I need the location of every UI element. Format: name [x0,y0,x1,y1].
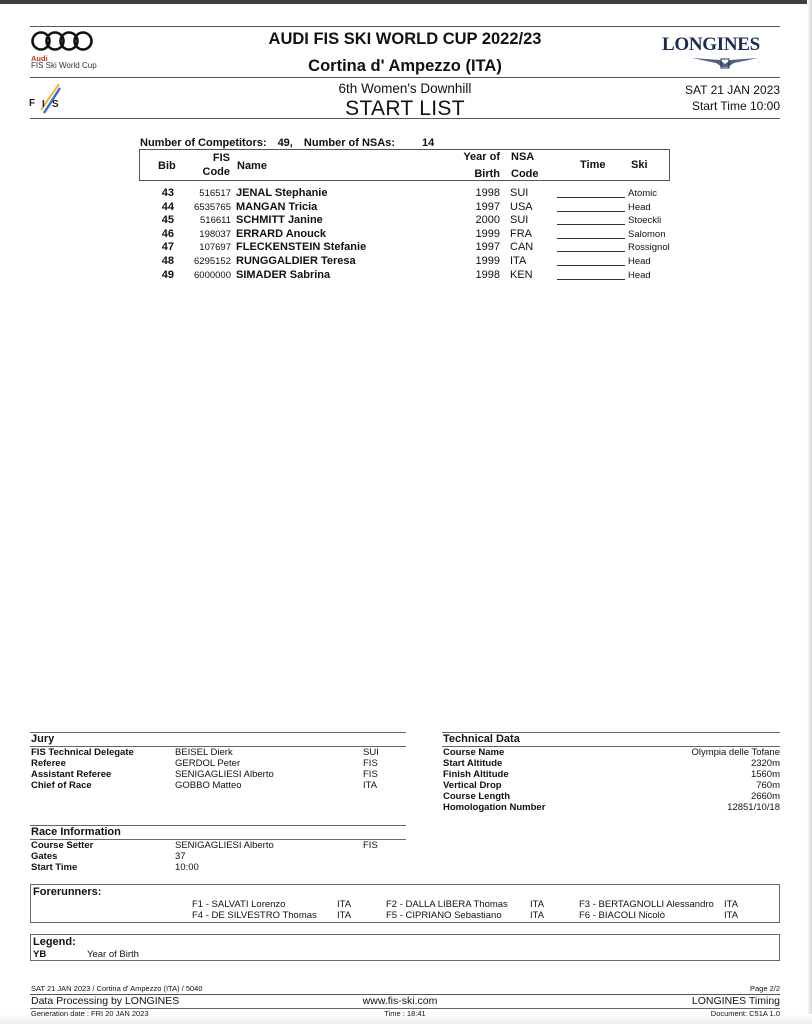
competitor-summary [140,137,434,149]
jury-row [31,758,406,769]
viewer-top-bar [0,0,812,4]
yob-cell: 1997 [475,201,500,213]
table-row [0,255,812,269]
competitors-value: 49, [277,137,293,149]
col-fis-code-line2: Code [202,166,230,178]
forerunner-nation: ITA [724,899,739,910]
ski-cell: Stoeckli [628,215,662,226]
technical-row [443,780,780,791]
technical-row [443,802,780,813]
race-info-row [31,851,406,862]
forerunner-nation: ITA [530,899,545,910]
table-row [0,187,812,201]
race-info-nation: FIS [363,840,378,851]
footer-processing: Data Processing by LONGINES [31,995,180,1007]
bib-cell: 43 [161,187,174,199]
bib-cell: 46 [161,228,174,240]
footer-page: Page 2/2 [749,984,780,993]
bib-cell: 44 [161,201,174,213]
legend-meaning: Year of Birth [87,949,139,960]
nsa-cell: FRA [510,228,532,240]
fis-code-cell: 6000000 [194,270,231,281]
race-info-value: SENIGAGLIESI Alberto [175,840,274,851]
name-cell: MANGAN Tricia [236,201,318,213]
technical-value: 12851/10/18 [727,802,780,813]
race-info-value: 10:00 [175,862,199,873]
nsa-cell: SUI [510,187,529,199]
col-name: Name [237,160,267,172]
race-info-label: Gates [31,851,58,862]
race-info-value: 37 [175,851,186,862]
col-bib: Bib [158,160,176,172]
yob-cell: 2000 [475,214,500,226]
col-yob-line2: Birth [474,168,500,180]
longines-logo-text: LONGINES [662,34,760,55]
forerunner-name: F3 - BERTAGNOLLI Alessandro [579,899,714,910]
jury-role: Referee [31,758,66,769]
col-time: Time [580,159,606,171]
time-blank-line [557,187,625,198]
legend-title: Legend: [33,936,76,948]
jury-name: SENIGAGLIESI Alberto [175,769,274,780]
forerunner-nation: ITA [337,899,352,910]
longines-wings-logo [690,55,760,69]
audi-brand-text: Audi [31,54,48,63]
forerunner-nation: ITA [337,910,352,921]
ski-cell: Head [628,202,651,213]
technical-value: 2660m [750,791,780,802]
legend-abbr: YB [33,949,47,960]
forerunner-name: F6 - BIACOLI Nicolò [579,910,666,921]
yob-cell: 1998 [475,269,500,281]
technical-list [443,747,780,813]
jury-list [31,747,406,791]
jury-row [31,769,406,780]
svg-text:I: I [42,99,45,110]
table-row [0,201,812,215]
technical-row [443,758,780,769]
technical-row [443,791,780,802]
technical-row [443,769,780,780]
race-info-row [31,840,406,851]
technical-label: Homologation Number [443,802,546,813]
competitors-label: Number of Competitors: [140,137,267,149]
ski-cell: Rossignol [628,242,670,253]
footer-generation-date: Generation date : FRI 20 JAN 2023 [31,1009,149,1018]
race-info-list [31,840,406,873]
bib-cell: 47 [161,241,174,253]
fis-code-cell: 6295152 [194,256,231,267]
table-header [139,149,670,181]
jury-nation: FIS [363,758,378,769]
time-blank-line [557,241,625,252]
jury-role: FIS Technical Delegate [31,747,134,758]
jury-rule-top [30,732,406,733]
race-info-row [31,862,406,873]
svg-text:S: S [52,99,59,110]
forerunners-box [30,884,780,923]
forerunner-name: F5 - CIPRIANO Sebastiano [386,910,502,921]
table-row [0,228,812,242]
audi-sub-text: FIS Ski World Cup [31,61,97,70]
bib-cell: 45 [161,214,174,226]
col-nsa-line1: NSA [511,151,535,163]
forerunner-name: F2 - DALLA LIBERA Thomas [386,899,508,910]
page-shadow-right [807,0,812,1024]
venue-title: Cortina d' Ampezzo (ITA) [308,57,502,75]
header-rule-top [30,26,780,27]
table-row [0,269,812,283]
technical-label: Vertical Drop [443,780,502,791]
legend-box [30,934,780,961]
nsas-value: 14 [422,137,435,149]
technical-title: Technical Data [443,733,520,745]
col-yob-line1: Year of [463,151,500,163]
footer-timing: LONGINES Timing [691,995,780,1007]
race-name: 6th Women's Downhill [338,81,472,96]
col-ski: Ski [631,159,648,171]
jury-nation: FIS [363,769,378,780]
technical-label: Course Length [443,791,511,802]
ski-cell: Head [628,270,651,281]
yob-cell: 1997 [475,241,500,253]
name-cell: FLECKENSTEIN Stefanie [236,241,367,253]
time-blank-line [557,269,625,280]
technical-value: 1560m [750,769,780,780]
jury-name: GERDOL Peter [175,758,241,769]
jury-row [31,747,406,758]
table-row [0,214,812,228]
yob-cell: 1999 [475,255,500,267]
forerunner-nation: ITA [530,910,545,921]
technical-value: 760m [756,780,780,791]
nsas-label: Number of NSAs: [303,137,395,149]
fis-code-cell: 198037 [199,229,231,240]
jury-role: Assistant Referee [31,769,112,780]
footer-document: Document: C51A 1.0 [710,1009,780,1018]
col-fis-code-line1: FIS [212,152,230,164]
technical-label: Start Altitude [443,758,503,769]
technical-value: Olympia delle Tofane [691,747,780,758]
nsa-cell: CAN [510,241,534,253]
race-info-label: Course Setter [31,840,94,851]
footer-time: Time : 18:41 [384,1009,426,1018]
event-series-title: AUDI FIS SKI WORLD CUP 2022/23 [268,30,542,48]
race-date: SAT 21 JAN 2023 [685,83,780,97]
bib-cell: 49 [161,269,174,281]
time-blank-line [557,228,625,239]
jury-nation: SUI [363,747,379,758]
nsa-cell: ITA [510,255,527,267]
ski-cell: Atomic [628,188,658,199]
nsa-cell: SUI [510,214,529,226]
forerunners-title: Forerunners: [33,886,102,898]
name-cell: SCHMITT Janine [236,214,323,226]
jury-title: Jury [31,733,55,745]
ski-cell: Head [628,256,651,267]
nsa-cell: KEN [510,269,533,281]
time-blank-line [557,201,625,212]
name-cell: RUNGGALDIER Teresa [236,255,356,267]
col-nsa-line2: Code [511,168,539,180]
forerunner-name: F4 - DE SILVESTRO Thomas [192,910,317,921]
race-info-label: Start Time [31,862,78,873]
name-cell: ERRARD Anouck [236,228,327,240]
fis-code-cell: 516611 [200,215,231,226]
footer-doc-line: SAT 21 JAN 2023 / Cortina d' Ampezzo (ITA) / 5040 [31,984,203,993]
table-row [0,241,812,255]
technical-value: 2320m [750,758,780,769]
audi-rings-logo [31,30,93,52]
header-rule-middle [30,77,780,78]
bib-cell: 48 [161,255,174,267]
race-info-title: Race Information [31,826,121,838]
technical-row [443,747,780,758]
forerunner-nation: ITA [724,910,739,921]
ski-cell: Salomon [628,229,666,240]
fis-code-cell: 6535765 [194,202,231,213]
fis-code-cell: 516517 [199,188,231,199]
yob-cell: 1998 [475,187,500,199]
time-blank-line [557,255,625,266]
jury-row [31,780,406,791]
svg-text:F: F [29,98,36,109]
name-cell: SIMADER Sabrina [236,269,331,281]
nsa-cell: USA [510,201,533,213]
jury-nation: ITA [363,780,378,791]
fis-logo [29,80,65,116]
technical-label: Finish Altitude [443,769,509,780]
footer-website[interactable]: www.fis-ski.com [362,995,438,1007]
list-type-title: START LIST [345,97,465,120]
race-start-time: Start Time 10:00 [691,99,780,113]
fis-code-cell: 107697 [199,242,231,253]
jury-name: GOBBO Matteo [175,780,242,791]
technical-label: Course Name [443,747,505,758]
jury-name: BEISEL Dierk [175,747,233,758]
time-blank-line [557,214,625,225]
jury-role: Chief of Race [31,780,92,791]
yob-cell: 1999 [475,228,500,240]
forerunner-name: F1 - SALVATI Lorenzo [192,899,286,910]
name-cell: JENAL Stephanie [236,187,328,199]
